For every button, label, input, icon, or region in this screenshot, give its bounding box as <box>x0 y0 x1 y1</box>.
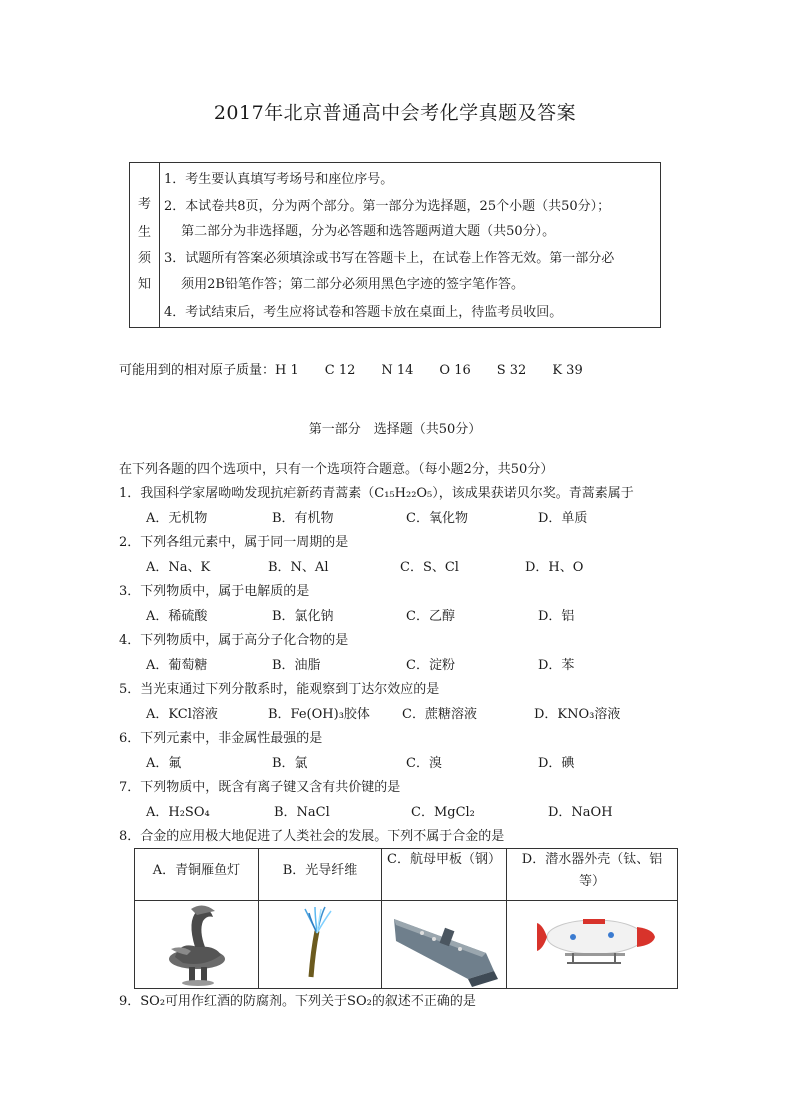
option: B．氯化钠 <box>272 609 334 624</box>
option: D．NaOH <box>548 805 613 820</box>
aircraft-carrier-image <box>382 901 506 989</box>
option: C．淀粉 <box>406 658 455 673</box>
option: D．KNO₃溶液 <box>534 707 621 722</box>
question-stem: 2．下列各组元素中，属于同一周期的是 <box>119 535 349 550</box>
option-d-label-line1: D．潜水器外壳（钛、铝 <box>521 852 663 867</box>
option: C．S、Cl <box>400 560 459 575</box>
notice-side-char: 生 <box>137 225 151 240</box>
question-stem: 9．SO₂可用作红酒的防腐剂。下列关于SO₂的叙述不正确的是 <box>119 994 476 1009</box>
option: C．乙醇 <box>406 609 455 624</box>
option: A．稀硫酸 <box>146 609 208 624</box>
option: A．无机物 <box>146 511 208 526</box>
notice-side-char: 考 <box>137 197 151 212</box>
option-c-label: C．航母甲板（钢） <box>387 852 501 867</box>
option: D．单质 <box>538 511 588 526</box>
atomic-masses: 可能用到的相对原子质量：H 1 C 12 N 14 O 16 S 32 K 39 <box>119 363 583 378</box>
notice-line: 4．考试结束后，考生应将试卷和答题卡放在桌面上，待监考员收回。 <box>164 305 563 320</box>
option-d-label-line2: 等） <box>578 874 605 889</box>
notice-line: 1．考生要认真填写考场号和座位序号。 <box>164 172 394 187</box>
option: C．蔗糖溶液 <box>402 707 477 722</box>
page-title: 2017年北京普通高中会考化学真题及答案 <box>213 102 577 124</box>
notice-line: 须用2B铅笔作答；第二部分必须用黑色字迹的签字笔作答。 <box>164 277 524 292</box>
option: A．Na、K <box>146 560 211 575</box>
submersible-image <box>507 901 677 989</box>
notice-line: 第二部分为非选择题，分为必答题和选答题两道大题（共50分）。 <box>164 224 556 239</box>
option: D．苯 <box>538 658 575 673</box>
option: A．氟 <box>146 756 182 771</box>
question-stem: 4．下列物质中，属于高分子化合物的是 <box>119 633 349 648</box>
option: B．NaCl <box>274 805 330 820</box>
notice-side-char: 须 <box>137 251 151 266</box>
question-stem: 8．合金的应用极大地促进了人类社会的发展。下列不属于合金的是 <box>119 829 505 844</box>
option: C．氧化物 <box>406 511 468 526</box>
question-stem: 5．当光束通过下列分散系时，能观察到丁达尔效应的是 <box>119 682 440 697</box>
option: C．MgCl₂ <box>411 805 475 820</box>
question-stem: 7．下列物质中，既含有离子键又含有共价键的是 <box>119 780 401 795</box>
option: C．溴 <box>406 756 442 771</box>
option: D．碘 <box>538 756 575 771</box>
question-stem: 3．下列物质中，属于电解质的是 <box>119 584 310 599</box>
notice-side-char: 知 <box>137 277 151 292</box>
question-stem: 6．下列元素中，非金属性最强的是 <box>119 731 323 746</box>
option: D．H、O <box>525 560 584 575</box>
optical-fiber-image <box>259 901 381 989</box>
exam-notice-box <box>129 162 661 328</box>
notice-line: 2．本试卷共8页，分为两个部分。第一部分为选择题，25个小题（共50分）； <box>164 199 611 214</box>
option-a-label: A．青铜雁鱼灯 <box>152 863 241 878</box>
option: A．H₂SO₄ <box>146 805 210 820</box>
notice-line: 3．试题所有答案必须填涂或书写在答题卡上，在试卷上作答无效。第一部分必 <box>164 251 615 266</box>
option: B．N、Al <box>268 560 329 575</box>
option: B．Fe(OH)₃胶体 <box>268 707 370 722</box>
option-b-label: B．光导纤维 <box>282 863 358 878</box>
notice-side-label <box>130 163 160 327</box>
section-title: 第一部分 选择题（共50分） <box>308 422 482 437</box>
instructions: 在下列各题的四个选项中，只有一个选项符合题意。（每小题2分，共50分） <box>119 462 554 477</box>
option: B．有机物 <box>272 511 334 526</box>
option: A．葡萄糖 <box>146 658 208 673</box>
option: D．铝 <box>538 609 575 624</box>
bronze-lamp-image <box>135 901 258 989</box>
question-stem: 1．我国科学家屠呦呦发现抗疟新药青蒿素（C₁₅H₂₂O₅），该成果获诺贝尔奖。青蒿素属于 <box>119 486 634 501</box>
option: B．油脂 <box>272 658 321 673</box>
option: A．KCl溶液 <box>146 707 218 722</box>
option: B．氯 <box>272 756 308 771</box>
alloy-options-table <box>134 848 678 989</box>
